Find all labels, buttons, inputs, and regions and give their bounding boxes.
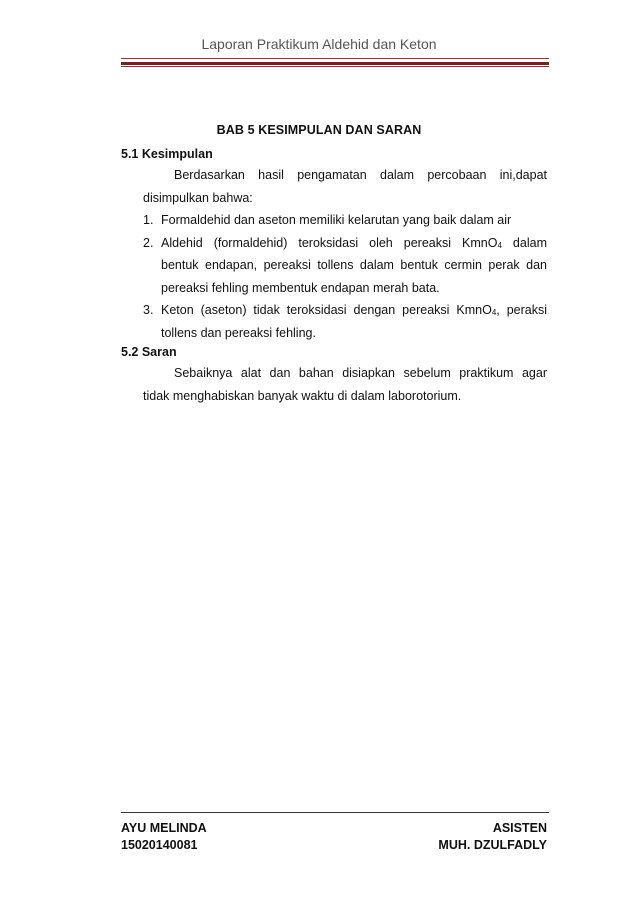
header-rule-thick [121, 62, 549, 65]
footer-assistant [349, 820, 547, 854]
kesimpulan-intro [143, 164, 547, 209]
list-item-number: 2. [143, 235, 154, 250]
footer-rule [121, 812, 549, 813]
footer-assistant-name: MUH. DZULFADLY [438, 838, 547, 852]
list-item [143, 232, 547, 300]
footer-student [121, 820, 207, 854]
section-heading-saran: 5.2 Saran [121, 345, 177, 359]
page-header-title: Laporan Praktikum Aldehid dan Keton [201, 36, 437, 52]
list-item-text: pereaksi fehling membentuk endapan merah bata. [161, 280, 440, 295]
footer-student-id: 15020140081 [121, 838, 198, 852]
kesimpulan-intro-line-1: Berdasarkan hasil pengamatan dalam percobaan ini,dapat [174, 168, 547, 182]
list-item-text: Formaldehid dan aseton memiliki kelarutan yang baik dalam air [161, 213, 512, 227]
header-rule-bottom [121, 66, 549, 67]
list-item-number: 1. [143, 213, 154, 227]
list-item-text: Keton (aseton) tidak teroksidasi dengan pereaksi KmnO$_4$, peraksi [161, 303, 547, 317]
list-item [143, 299, 547, 344]
section-heading-kesimpulan: 5.1 Kesimpulan [121, 147, 213, 161]
list-item-text: bentuk endapan, pereaksi tollens dalam bentuk cermin perak dan [161, 258, 547, 272]
saran-line-2: tidak menghabiskan banyak waktu di dalam laborotorium. [143, 388, 462, 403]
footer-student-name: AYU MELINDA [121, 821, 207, 835]
list-item-number: 3. [143, 303, 154, 317]
chapter-title: BAB 5 KESIMPULAN DAN SARAN [216, 123, 422, 137]
saran-paragraph [143, 362, 547, 407]
list-item-text: tollens dan pereaksi fehling. [161, 325, 316, 340]
footer-assistant-role: ASISTEN [492, 821, 547, 835]
list-item-text: Aldehid (formaldehid) teroksidasi oleh pereaksi KmnO$_4$ dalam [161, 235, 547, 250]
saran-line-1: Sebaiknya alat dan bahan disiapkan sebelum praktikum agar [174, 366, 547, 380]
kesimpulan-list [143, 209, 547, 344]
kesimpulan-intro-line-2: disimpulkan bahwa: [143, 190, 253, 205]
header-rule-top [121, 58, 549, 59]
list-item [143, 209, 547, 232]
